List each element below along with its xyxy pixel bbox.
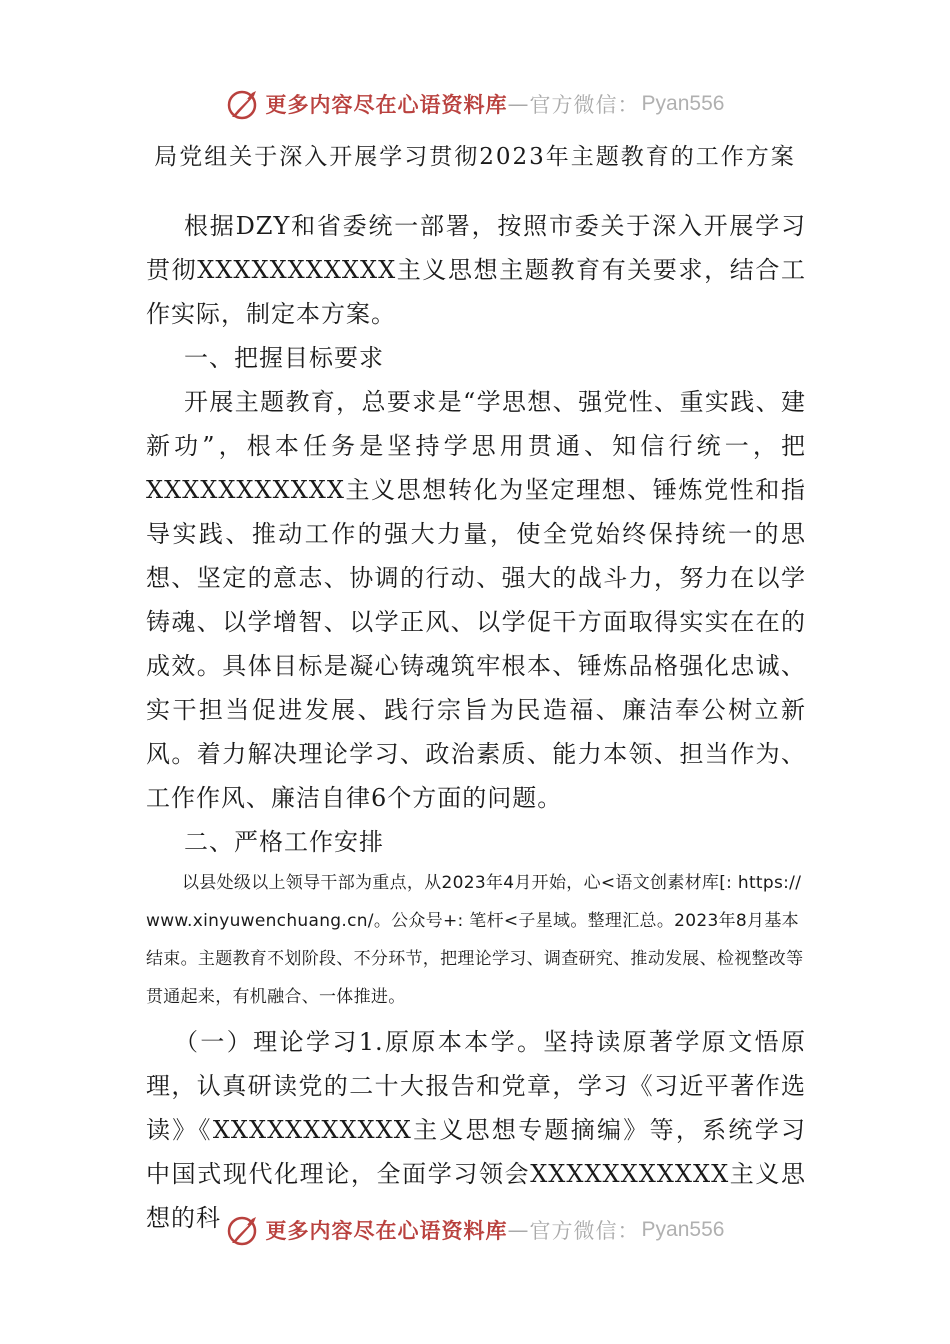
banner-separator: — xyxy=(507,92,530,116)
banner-title: 更多内容尽在心语资料库 xyxy=(265,92,508,117)
section1-paragraph: 开展主题教育，总要求是“学思想、强党性、重实践、建新功”，根本任务是坚持学思用贯通、知信行统一，把XXXXXXXXXXX主义思想转化为坚定理想、锤炼党性和指导实践、推动工作的强大力量，使全党始终保持统一的思想、坚定的意志、协调的行动、强大的战斗力，努力在以学铸魂、以学增智、以学正风、以学促干方面取得实实在在的成效。具体目标是凝心铸魂筑牢根本、锤炼品格强化忠诚、实干担当促进发展、践行宗旨为民造福、廉洁奉公树立新风。着力解决理论学习、政治素质、能力本领、担当作为、工作作风、廉洁自律6个方面的问题。 xyxy=(146,388,806,812)
quill-logo-icon xyxy=(226,87,260,121)
section2-paragraph: 以县处级以上领导干部为重点，从2023年4月开始，心<语文创素材库[: https://www.xinyuwenchuang.cn/。公众号+: 笔杆<子星域。整理汇总。2023年8月基本结束。主题教育不划阶段、不分环节，把理论学习、调查研究、推动发展、检视整改等贯通起来，有机融合、一体推进。 xyxy=(146,873,804,1007)
banner-title: 更多内容尽在心语资料库 xyxy=(265,1218,508,1243)
header-banner xyxy=(0,82,950,126)
quill-logo-icon xyxy=(226,1213,260,1247)
banner-wechat-id: Pyan556 xyxy=(641,92,725,115)
subsection1-paragraph: （一）理论学习1.原原本本学。坚持读原著学原文悟原理，认真研读党的二十大报告和党章，学习《习近平著作选读》《XXXXXXXXXXX主义思想专题摘编》等，系统学习中国式现代化理论，全面学习领会XXXXXXXXXXX主义思想的科 xyxy=(146,1028,806,1232)
document-title: 局党组关于深入开展学习贯彻2023年主题教育的工作方案 xyxy=(154,144,796,170)
banner-label: 官方微信： xyxy=(529,93,640,117)
banner-label: 官方微信： xyxy=(529,1219,640,1243)
footer-banner xyxy=(0,1208,950,1252)
document-body xyxy=(146,204,806,1240)
intro-paragraph: 根据DZY和省委统一部署，按照市委关于深入开展学习贯彻XXXXXXXXXXX主义思想主题教育有关要求，结合工作实际，制定本方案。 xyxy=(146,212,806,328)
banner-wechat-id: Pyan556 xyxy=(641,1218,725,1241)
banner-separator: — xyxy=(507,1218,530,1242)
section1-heading: 一、把握目标要求 xyxy=(184,344,384,372)
section2-heading: 二、严格工作安排 xyxy=(184,828,384,856)
